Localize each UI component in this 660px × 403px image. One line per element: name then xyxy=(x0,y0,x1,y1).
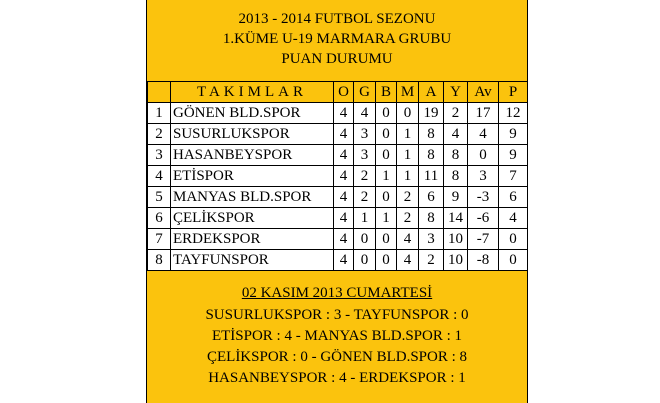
lost-cell: 2 xyxy=(397,187,419,208)
goal-difference-cell: -3 xyxy=(468,187,499,208)
match-results xyxy=(147,283,527,389)
rank-cell: 6 xyxy=(148,208,171,229)
match-result-line: ÇELİKSPOR : 0 - GÖNEN BLD.SPOR : 8 xyxy=(206,349,468,365)
table-row xyxy=(148,124,528,145)
team-name-cell: GÖNEN BLD.SPOR xyxy=(171,103,334,124)
goals-against-cell: 14 xyxy=(444,208,468,229)
goals-against-cell: 4 xyxy=(444,124,468,145)
table-row xyxy=(148,166,528,187)
lost-cell: 4 xyxy=(397,229,419,250)
goal-difference-cell: -7 xyxy=(468,229,499,250)
team-name-cell: SUSURLUKSPOR xyxy=(171,124,334,145)
goals-against-cell: 10 xyxy=(444,229,468,250)
goal-difference-cell: 0 xyxy=(468,145,499,166)
played-cell: 4 xyxy=(334,187,354,208)
standings-title: PUAN DURUMU xyxy=(281,51,393,67)
played-column-header: O xyxy=(334,82,354,103)
played-cell: 4 xyxy=(334,124,354,145)
won-cell: 2 xyxy=(354,166,376,187)
goals-against-cell: 9 xyxy=(444,187,468,208)
draw-cell: 1 xyxy=(376,208,397,229)
goal-difference-cell: -8 xyxy=(468,250,499,271)
season-title: 2013 - 2014 FUTBOL SEZONU xyxy=(238,11,436,27)
won-cell: 2 xyxy=(354,187,376,208)
goals-for-cell: 8 xyxy=(419,208,444,229)
league-title: 1.KÜME U-19 MARMARA GRUBU xyxy=(222,31,452,47)
points-cell: 9 xyxy=(499,124,528,145)
match-result-line: SUSURLUKSPOR : 3 - TAYFUNSPOR : 0 xyxy=(205,307,469,323)
played-cell: 4 xyxy=(334,145,354,166)
draw-cell: 0 xyxy=(376,229,397,250)
lost-cell: 1 xyxy=(397,124,419,145)
team-name-cell: HASANBEYSPOR xyxy=(171,145,334,166)
goals-against-cell: 10 xyxy=(444,250,468,271)
draw-column-header: B xyxy=(376,82,397,103)
points-cell: 0 xyxy=(499,229,528,250)
team-name-cell: TAYFUNSPOR xyxy=(171,250,334,271)
lost-cell: 1 xyxy=(397,145,419,166)
team-column-header: TAKIMLAR xyxy=(171,82,334,103)
played-cell: 4 xyxy=(334,166,354,187)
goals-for-cell: 8 xyxy=(419,124,444,145)
points-column-header: P xyxy=(499,82,528,103)
goals-for-column-header: A xyxy=(419,82,444,103)
goals-for-cell: 19 xyxy=(419,103,444,124)
goals-for-cell: 3 xyxy=(419,229,444,250)
draw-cell: 0 xyxy=(376,145,397,166)
table-row xyxy=(148,103,528,124)
lost-cell: 2 xyxy=(397,208,419,229)
lost-cell: 1 xyxy=(397,166,419,187)
goal-difference-cell: 17 xyxy=(468,103,499,124)
points-cell: 0 xyxy=(499,250,528,271)
table-row xyxy=(148,145,528,166)
points-cell: 6 xyxy=(499,187,528,208)
table-row xyxy=(148,229,528,250)
rank-header xyxy=(148,82,171,103)
won-cell: 1 xyxy=(354,208,376,229)
table-header-row xyxy=(148,82,528,103)
match-result-line: HASANBEYSPOR : 4 - ERDEKSPOR : 1 xyxy=(208,370,466,386)
draw-cell: 0 xyxy=(376,103,397,124)
won-column-header: G xyxy=(354,82,376,103)
goal-difference-cell: 4 xyxy=(468,124,499,145)
match-date: 02 KASIM 2013 CUMARTESİ xyxy=(241,285,433,301)
draw-cell: 0 xyxy=(376,187,397,208)
goals-for-cell: 6 xyxy=(419,187,444,208)
rank-cell: 3 xyxy=(148,145,171,166)
rank-cell: 2 xyxy=(148,124,171,145)
draw-cell: 0 xyxy=(376,124,397,145)
goals-against-cell: 8 xyxy=(444,166,468,187)
draw-cell: 1 xyxy=(376,166,397,187)
points-cell: 7 xyxy=(499,166,528,187)
rank-cell: 8 xyxy=(148,250,171,271)
team-name-cell: ÇELİKSPOR xyxy=(171,208,334,229)
goal-difference-cell: 3 xyxy=(468,166,499,187)
lost-column-header: M xyxy=(397,82,419,103)
match-result-line: ETİSPOR : 4 - MANYAS BLD.SPOR : 1 xyxy=(211,328,463,344)
won-cell: 3 xyxy=(354,145,376,166)
table-row xyxy=(148,250,528,271)
points-cell: 12 xyxy=(499,103,528,124)
goal-difference-cell: -6 xyxy=(468,208,499,229)
goals-for-cell: 11 xyxy=(419,166,444,187)
table-row xyxy=(148,187,528,208)
lost-cell: 0 xyxy=(397,103,419,124)
standings-table xyxy=(147,81,528,271)
played-cell: 4 xyxy=(334,103,354,124)
won-cell: 0 xyxy=(354,229,376,250)
goals-against-cell: 8 xyxy=(444,145,468,166)
rank-cell: 5 xyxy=(148,187,171,208)
team-name-cell: MANYAS BLD.SPOR xyxy=(171,187,334,208)
team-name-cell: ETİSPOR xyxy=(171,166,334,187)
goals-against-column-header: Y xyxy=(444,82,468,103)
board-header xyxy=(147,0,527,69)
standings-board xyxy=(146,0,528,403)
goals-for-cell: 2 xyxy=(419,250,444,271)
won-cell: 3 xyxy=(354,124,376,145)
won-cell: 0 xyxy=(354,250,376,271)
played-cell: 4 xyxy=(334,250,354,271)
played-cell: 4 xyxy=(334,208,354,229)
goal-difference-column-header: Av xyxy=(468,82,499,103)
goals-for-cell: 8 xyxy=(419,145,444,166)
played-cell: 4 xyxy=(334,229,354,250)
won-cell: 4 xyxy=(354,103,376,124)
draw-cell: 0 xyxy=(376,250,397,271)
points-cell: 9 xyxy=(499,145,528,166)
lost-cell: 4 xyxy=(397,250,419,271)
rank-cell: 1 xyxy=(148,103,171,124)
points-cell: 4 xyxy=(499,208,528,229)
rank-cell: 4 xyxy=(148,166,171,187)
table-row xyxy=(148,208,528,229)
team-name-cell: ERDEKSPOR xyxy=(171,229,334,250)
goals-against-cell: 2 xyxy=(444,103,468,124)
rank-cell: 7 xyxy=(148,229,171,250)
